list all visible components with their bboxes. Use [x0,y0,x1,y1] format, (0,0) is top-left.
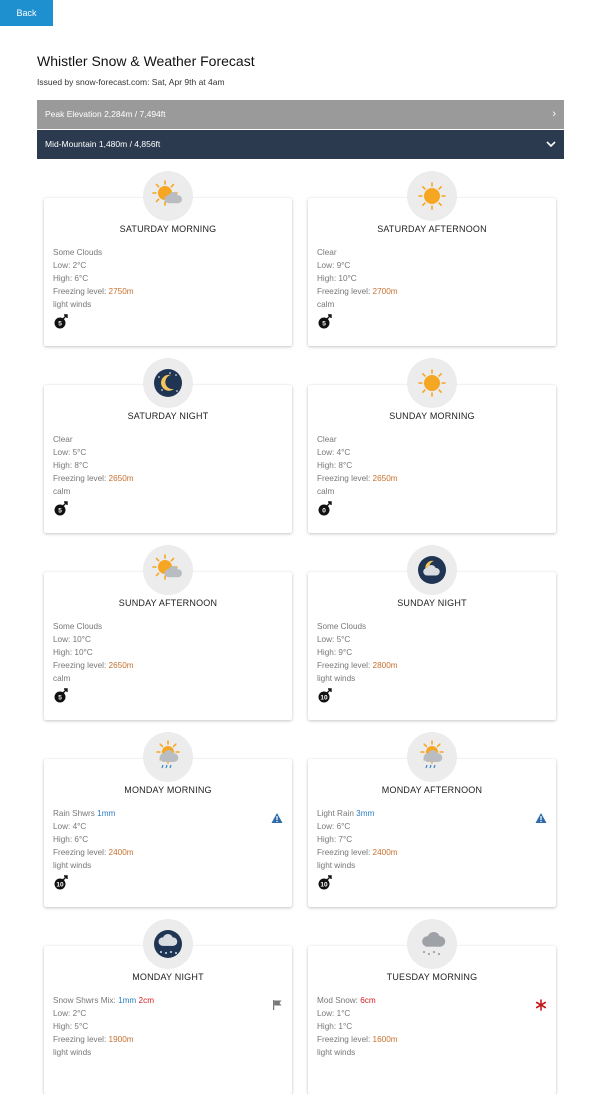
sun-cloud-icon [143,545,193,595]
moon-snow-icon [143,919,193,969]
low-temp: Low: 4°C [53,822,87,831]
moon-cloud-icon [407,545,457,595]
conditions-line [317,994,398,1007]
wind-direction-icon [53,875,69,891]
freezing-level: Freezing level: 2400m [53,848,134,857]
freezing-level: Freezing level: 2650m [53,474,134,483]
low-temp: Low: 6°C [317,822,351,831]
conditions-summary: Mod Snow: [317,996,361,1005]
sun-icon [407,358,457,408]
wind-description: light winds [53,1048,92,1057]
wind-speed-value: 10 [320,881,328,889]
low-temp: Low: 4°C [317,448,351,457]
low-temp: Low: 2°C [53,1009,87,1018]
conditions-summary: Light Rain [317,809,357,818]
low-temp: Low: 1°C [317,1009,351,1018]
freezing-level: Freezing level: 2650m [53,661,134,670]
low-temp: Low: 5°C [53,448,87,457]
freezing-level: Freezing level: 2650m [317,474,398,483]
elevation-peak-label: Peak Elevation 2,284m / 7,494ft [45,109,166,119]
sun-rain-icon [143,732,193,782]
wind-speed-value: 10 [56,881,64,889]
elevation-mid-label: Mid-Mountain 1,480m / 4,856ft [45,139,161,149]
conditions-summary: Some Clouds [53,622,103,631]
wind-description: calm [317,300,335,309]
forecast-period: SUNDAY MORNING [389,411,475,421]
wind-speed-value: 5 [58,694,62,702]
page-title: Whistler Snow & Weather Forecast [37,53,255,69]
conditions-line [317,620,398,633]
sun-rain-icon [407,732,457,782]
snowflake-icon [535,999,547,1011]
conditions-line [317,433,398,446]
wind-description: light winds [53,300,92,309]
wind-speed-value: 0 [322,507,326,515]
forecast-period: SUNDAY NIGHT [397,598,467,608]
chevron-down-icon [546,130,556,159]
high-temp: High: 8°C [53,461,89,470]
forecast-period: MONDAY MORNING [124,785,212,795]
conditions-line [53,246,134,259]
issued-subtitle: Issued by snow-forecast.com: Sat, Apr 9th at 4am [37,77,225,87]
high-temp: High: 6°C [53,274,89,283]
conditions-line [53,807,134,820]
conditions-summary: Clear [317,435,337,444]
forecast-period: MONDAY AFTERNOON [381,785,483,795]
freezing-level: Freezing level: 2700m [317,287,398,296]
conditions-line [53,620,134,633]
conditions-summary: Some Clouds [53,248,103,257]
conditions-summary: Snow Shwrs Mix: [53,996,119,1005]
wind-description: light winds [317,1048,356,1057]
high-temp: High: 9°C [317,648,353,657]
low-temp: Low: 5°C [317,635,351,644]
conditions-summary: Rain Shwrs [53,809,98,818]
forecast-period: SATURDAY AFTERNOON [377,224,487,234]
wind-description: light winds [317,861,356,870]
conditions-line [53,433,134,446]
wind-description: calm [53,487,71,496]
wind-description: light winds [317,674,356,683]
sun-icon [407,171,457,221]
freezing-level: Freezing level: 1600m [317,1035,398,1044]
snow-amount: 6cm [360,996,376,1005]
high-temp: High: 5°C [53,1022,89,1031]
freezing-level: Freezing level: 2800m [317,661,398,670]
high-temp: High: 1°C [317,1022,353,1031]
forecast-period: TUESDAY MORNING [386,972,478,982]
wind-speed-value: 10 [320,694,328,702]
chevron-right-icon: › [552,108,556,120]
freezing-level: Freezing level: 1900m [53,1035,134,1044]
alert-indicator [535,998,547,1010]
snow-amount: 2cm [138,996,155,1005]
conditions-line [317,807,398,820]
high-temp: High: 6°C [53,835,89,844]
conditions-line [317,246,398,259]
forecast-period: SATURDAY MORNING [119,224,217,234]
wind-description: light winds [53,861,92,870]
warning-icon [535,812,547,824]
low-temp: Low: 10°C [53,635,91,644]
rain-amount: 1mm [97,809,116,818]
freezing-level: Freezing level: 2750m [53,287,134,296]
wind-direction-icon [317,501,333,517]
rain-amount: 1mm [118,996,137,1005]
wind-speed-value: 5 [58,320,62,328]
sun-cloud-icon [143,171,193,221]
wind-direction-icon [317,314,333,330]
wind-direction-icon [317,688,333,704]
wind-description: calm [317,487,335,496]
elevation-peak-toggle[interactable] [37,100,564,129]
low-temp: Low: 2°C [53,261,87,270]
forecast-period: SUNDAY AFTERNOON [118,598,218,608]
alert-indicator [271,998,283,1010]
conditions-summary: Clear [53,435,73,444]
conditions-line [53,994,154,1007]
forecast-period: SATURDAY NIGHT [127,411,209,421]
elevation-mid-toggle[interactable] [37,130,564,159]
wind-description: calm [53,674,71,683]
high-temp: High: 7°C [317,835,353,844]
high-temp: High: 10°C [317,274,357,283]
flag-icon [271,999,283,1011]
high-temp: High: 8°C [317,461,353,470]
low-temp: Low: 9°C [317,261,351,270]
wind-direction-icon [53,501,69,517]
warning-icon [271,812,283,824]
high-temp: High: 10°C [53,648,93,657]
wind-direction-icon [53,688,69,704]
moon-icon [143,358,193,408]
freezing-level: Freezing level: 2400m [317,848,398,857]
back-button[interactable]: Back [0,0,53,26]
alert-indicator [535,811,547,823]
wind-speed-value: 5 [58,507,62,515]
alert-indicator [271,811,283,823]
conditions-summary: Some Clouds [317,622,367,631]
snow-cloud-icon [407,919,457,969]
rain-amount: 3mm [356,809,375,818]
wind-direction-icon [317,875,333,891]
conditions-summary: Clear [317,248,337,257]
wind-speed-value: 5 [322,320,326,328]
wind-direction-icon [53,314,69,330]
forecast-period: MONDAY NIGHT [132,972,204,982]
